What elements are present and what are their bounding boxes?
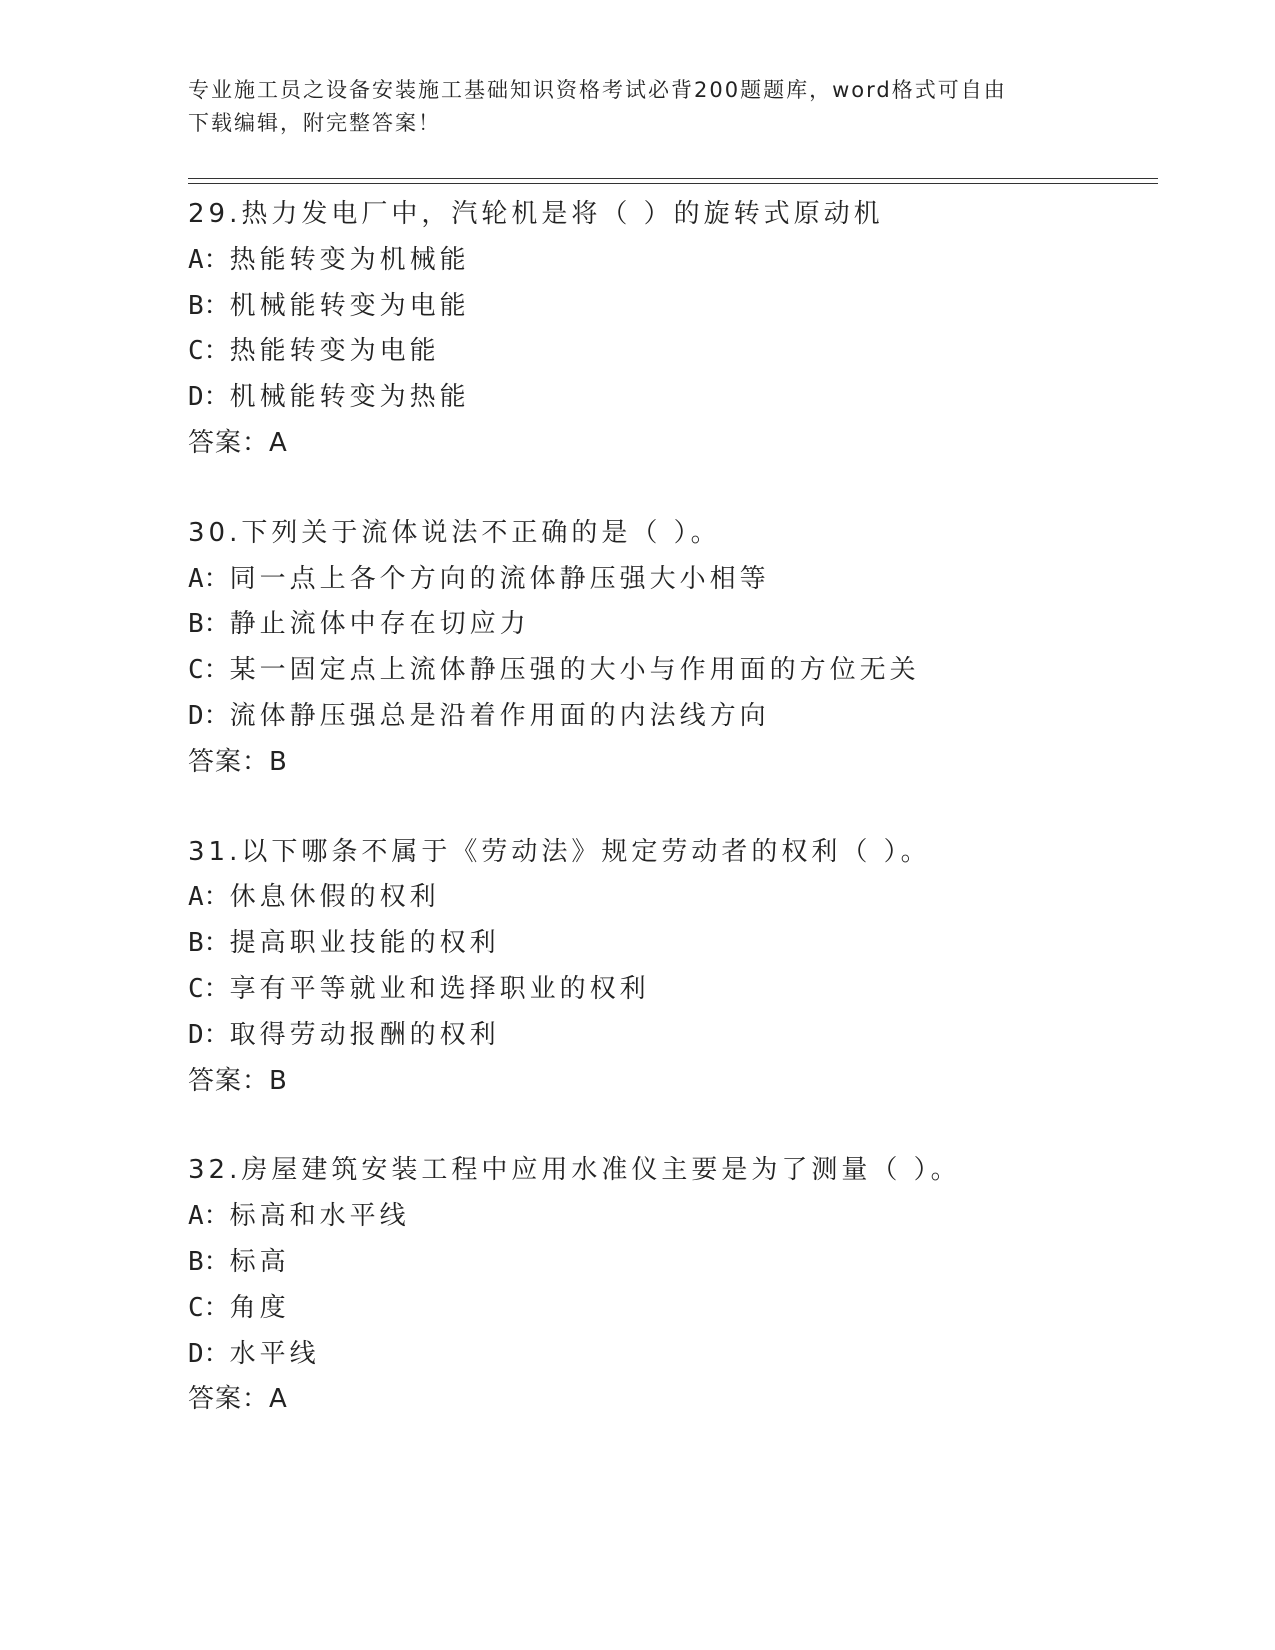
question-stem: 31.以下哪条不属于《劳动法》规定劳动者的权利（ ）。 xyxy=(188,836,931,867)
option-d xyxy=(188,1332,1168,1378)
option-text: 机械能转变为电能 xyxy=(229,290,470,321)
question-stem: 29.热力发电厂中，汽轮机是将（ ）的旋转式原动机 xyxy=(188,199,884,229)
question-30 xyxy=(188,511,1168,786)
option-text: 标高 xyxy=(229,1246,290,1277)
option-text: 水平线 xyxy=(229,1338,320,1369)
answer: 答案：B xyxy=(188,1065,288,1096)
question-list xyxy=(188,192,1168,1467)
answer: 答案：B xyxy=(188,746,288,777)
option-label: C： xyxy=(188,336,230,367)
option-text: 标高和水平线 xyxy=(229,1201,410,1232)
option-c xyxy=(188,329,1168,375)
option-label: A： xyxy=(188,244,230,275)
option-label: A： xyxy=(188,882,230,913)
option-text: 同一点上各个方向的流体静压强大小相等 xyxy=(229,563,770,594)
question-31 xyxy=(188,830,1168,1105)
question-29 xyxy=(188,192,1168,467)
option-text: 机械能转变为热能 xyxy=(229,382,470,413)
answer: 答案：A xyxy=(188,1384,288,1415)
option-label: D： xyxy=(188,382,230,413)
option-label: D： xyxy=(188,700,230,731)
option-label: C： xyxy=(188,655,230,686)
option-c xyxy=(188,1286,1168,1332)
option-label: B： xyxy=(188,609,230,640)
option-text: 某一固定点上流体静压强的大小与作用面的方位无关 xyxy=(229,655,920,686)
question-stem: 32.房屋建筑安装工程中应用水准仪主要是为了测量（ ）。 xyxy=(188,1155,961,1186)
question-stem: 30.下列关于流体说法不正确的是（ ）。 xyxy=(188,517,721,548)
option-a xyxy=(188,557,1168,603)
option-label: B： xyxy=(188,928,230,959)
option-text: 取得劳动报酬的权利 xyxy=(229,1019,500,1050)
option-a xyxy=(188,1194,1168,1240)
option-text: 享有平等就业和选择职业的权利 xyxy=(229,973,650,1004)
option-b xyxy=(188,284,1168,330)
option-label: A： xyxy=(188,563,230,594)
option-text: 休息休假的权利 xyxy=(229,882,440,913)
header-divider-bottom xyxy=(188,183,1158,184)
option-label: C： xyxy=(188,1292,230,1323)
option-d xyxy=(188,375,1168,421)
option-b xyxy=(188,1240,1168,1286)
option-label: C： xyxy=(188,973,230,1004)
option-label: D： xyxy=(188,1338,230,1369)
option-b xyxy=(188,921,1168,967)
option-text: 提高职业技能的权利 xyxy=(229,928,500,959)
option-text: 热能转变为机械能 xyxy=(229,244,470,275)
option-label: A： xyxy=(188,1201,230,1232)
option-text: 流体静压强总是沿着作用面的内法线方向 xyxy=(229,700,770,731)
option-c xyxy=(188,967,1168,1013)
document-header xyxy=(188,74,1088,140)
option-a xyxy=(188,875,1168,921)
question-32 xyxy=(188,1148,1168,1423)
answer: 答案：A xyxy=(188,427,288,458)
option-text: 角度 xyxy=(229,1292,290,1323)
option-text: 热能转变为电能 xyxy=(229,336,440,367)
option-a xyxy=(188,238,1168,284)
option-c xyxy=(188,648,1168,694)
option-label: B： xyxy=(188,290,230,321)
option-label: D： xyxy=(188,1019,230,1050)
option-label: B： xyxy=(188,1246,230,1277)
option-b xyxy=(188,602,1168,648)
option-d xyxy=(188,1013,1168,1059)
option-d xyxy=(188,694,1168,740)
header-line-2: 下载编辑，附完整答案！ xyxy=(188,111,441,135)
option-text: 静止流体中存在切应力 xyxy=(229,609,530,640)
header-divider-top xyxy=(188,178,1158,179)
header-line-1: 专业施工员之设备安装施工基础知识资格考试必背200题题库，word格式可自由 xyxy=(188,78,1007,102)
